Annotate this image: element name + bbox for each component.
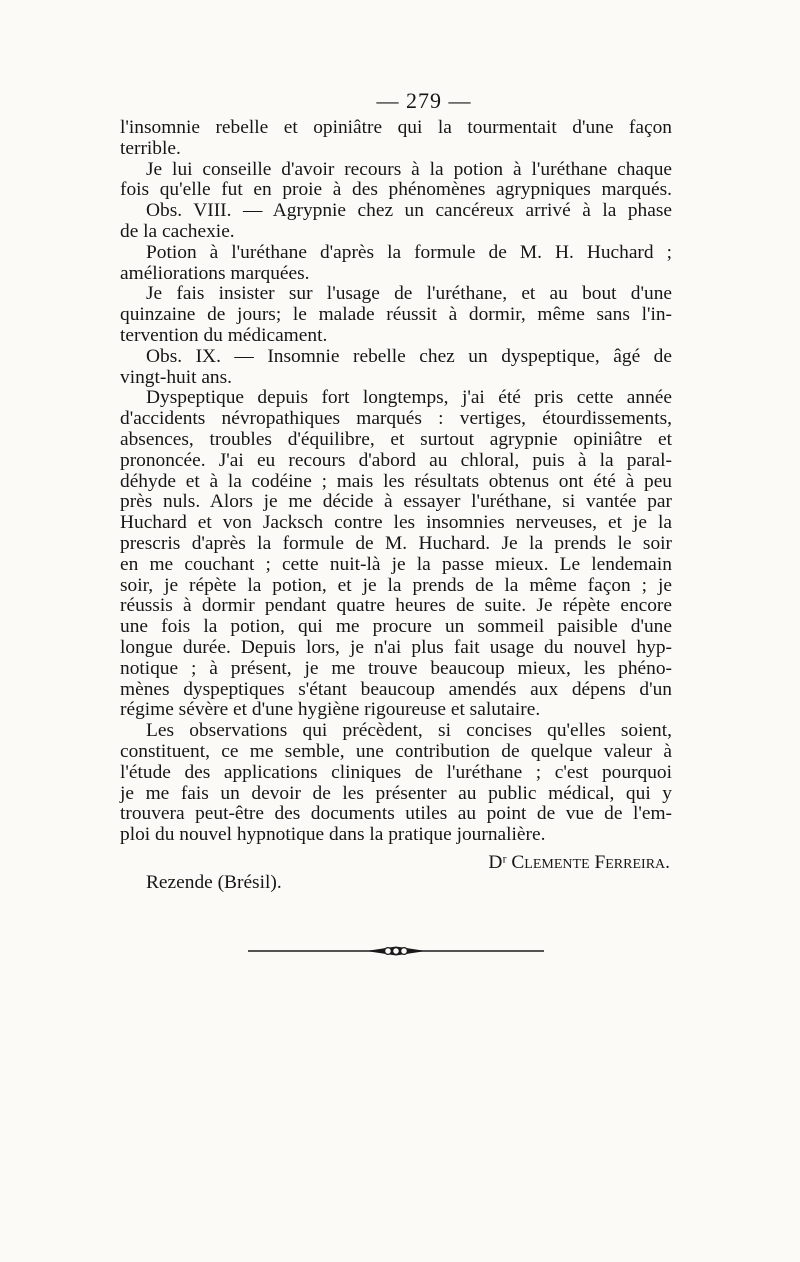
text-line: mènes dyspeptiques s'étant beaucoup amendés aux dépens d'un	[120, 678, 672, 700]
text-line: de la cachexie.	[120, 220, 235, 242]
text-line: en me couchant ; cette nuit-là je la passe mieux. Le lendemain	[120, 553, 672, 575]
text-line: trouvera peut-être des documents utiles au point de vue de l'em-	[120, 803, 672, 825]
text-line: absences, troubles d'équilibre, et surtout agrypnie opiniâtre et	[120, 428, 672, 450]
text-line: une fois la potion, qui me procure un sommeil paisible d'une	[120, 616, 672, 638]
text-line: régime sévère et d'une hygiène rigoureuse et salutaire.	[120, 699, 541, 721]
text-line: tervention du médicament.	[120, 324, 328, 346]
text-line: notique ; à présent, je me trouve beaucoup mieux, les phéno-	[120, 657, 672, 679]
text-line: je me fais un devoir de les présenter au public médical, qui y	[120, 782, 672, 804]
text-line: Potion à l'uréthane d'après la formule de M. H. Huchard ;	[146, 241, 672, 263]
text-line: déhyde et à la codéine ; mais les résultats obtenus ont été à peu	[120, 470, 672, 492]
text-line: Dyspeptique depuis fort longtemps, j'ai été pris cette année	[146, 387, 672, 409]
text-line: d'accidents névropathiques marqués : vertiges, étourdissements,	[120, 408, 672, 430]
text-line: prescris d'après la formule de M. Huchard. Je la prends le soir	[120, 532, 672, 554]
section-divider-ornament	[248, 944, 544, 958]
article-body	[120, 118, 672, 846]
text-line: terrible.	[120, 137, 181, 159]
author-location: Rezende (Brésil).	[146, 871, 282, 893]
author-signature: Dʳ Clemente Ferreira.	[488, 851, 670, 873]
text-line: près nuls. Alors je me décide à essayer l'uréthane, si vantée par	[120, 491, 672, 513]
text-line: vingt-huit ans.	[120, 366, 233, 388]
text-line: prononcée. J'ai eu recours d'abord au chloral, puis à la paral-	[120, 449, 672, 471]
text-line: quinzaine de jours; le malade réussit à dormir, même sans l'in-	[120, 304, 672, 326]
text-line: Je fais insister sur l'usage de l'uréthane, et au bout d'une	[146, 283, 672, 305]
text-line: longue durée. Depuis lors, je n'ai plus fait usage du nouvel hyp-	[120, 636, 672, 658]
text-line: fois qu'elle fut en proie à des phénomènes agrypniques marqués.	[120, 179, 672, 201]
text-line: Je lui conseille d'avoir recours à la potion à l'uréthane chaque	[146, 158, 672, 180]
text-line: réussis à dormir pendant quatre heures de suite. Je répète encore	[120, 595, 672, 617]
page-content	[120, 84, 672, 893]
text-line: Huchard et von Jacksch contre les insomnies nerveuses, et je la	[120, 512, 672, 534]
text-line: améliorations marquées.	[120, 262, 310, 284]
observation-heading: Obs. IX. — Insomnie rebelle chez un dyspeptique, âgé de	[146, 345, 672, 367]
observation-heading: Obs. VIII. — Agrypnie chez un cancéreux arrivé à la phase	[146, 200, 672, 222]
signature-block	[120, 846, 672, 893]
text-line: ploi du nouvel hypnotique dans la pratique journalière.	[120, 824, 546, 846]
text-line: soir, je répète la potion, et je la prends de la même façon ; je	[120, 574, 672, 596]
page-number: — 279 —	[376, 88, 472, 113]
text-line: Les observations qui précèdent, si concises qu'elles soient,	[146, 720, 672, 742]
text-line: constituent, ce me semble, une contribution de quelque valeur à	[120, 740, 672, 762]
text-line: l'étude des applications cliniques de l'uréthane ; c'est pourquoi	[120, 761, 672, 783]
text-line: l'insomnie rebelle et opiniâtre qui la tourmentait d'une façon	[120, 117, 672, 138]
